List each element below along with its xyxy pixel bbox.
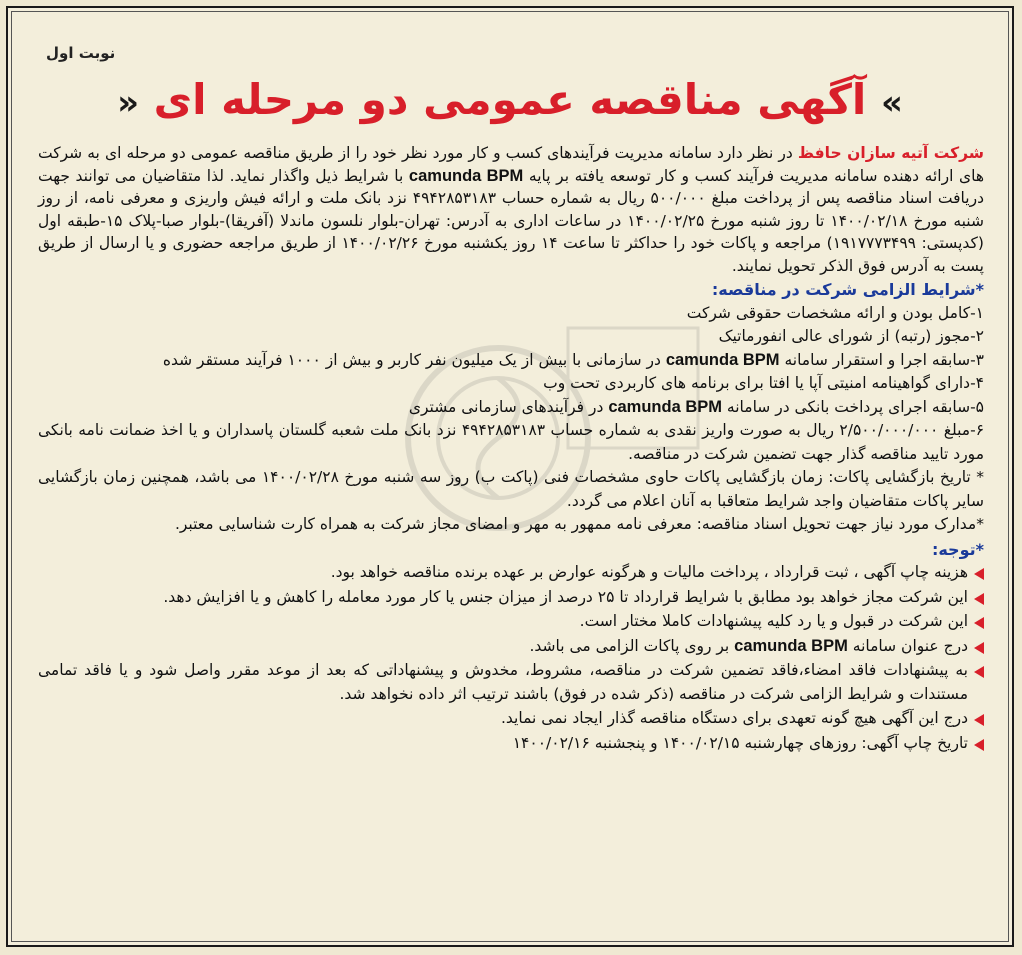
- note-item: [38, 561, 984, 585]
- note-text: درج این آگهی هیچ گونه تعهدی برای دستگاه مناقصه گذار ایجاد نمی نماید.: [500, 709, 968, 727]
- triangle-bullet-icon: [974, 568, 984, 580]
- note-text-post: بر روی پاکات الزامی می باشد.: [529, 636, 735, 655]
- notice-frame: [6, 6, 1014, 947]
- note-text: درج عنوان سامانه: [847, 636, 968, 655]
- note-text: این شرکت در قبول و یا رد کلیه پیشنهادات کاملا مختار است.: [579, 612, 968, 630]
- note-item: [38, 707, 984, 731]
- triangle-bullet-icon: [974, 642, 984, 654]
- triangle-bullet-icon: [974, 739, 984, 751]
- condition-product: camunda BPM: [608, 397, 722, 416]
- opening-date: * تاریخ بازگشایی پاکات: زمان بازگشایی پاکات حاوی مشخصات فنی (پاکت ب) روز سه شنبه مورخ ۱۴۰۰/۰۲/۲۸ می باشد، همچنین زمان بازگشایی سایر پاکات متقاضیان واجد شرایط متعاقبا به آنان اعلام می گردد.: [38, 468, 985, 510]
- company-name: شرکت آتیه سازان حافظ: [797, 144, 984, 162]
- condition-product: camunda BPM: [665, 350, 780, 369]
- intro-text-1: در نظر دارد سامانه مدیریت فرآیندهای کسب و کار مورد نظر خود را از طریق مناقصه عمومی دو مرحله ای به شرکت های ارائه دهنده سامانه مدیریت فرآیند کسب و کار توسعه یافته بر پایه: [38, 144, 985, 185]
- condition-text: ۱-کامل بودن و ارائه مشخصات حقوقی شرکت: [686, 303, 984, 322]
- intro-paragraph: [38, 142, 984, 277]
- title-quote-open: «: [117, 83, 140, 123]
- note-item: [38, 732, 984, 756]
- condition-item: [38, 396, 984, 420]
- round-label: نوبت اول: [46, 44, 116, 62]
- intro-text-2: با شرایط ذیل واگذار نماید. لذا متقاضیان می توانند جهت دریافت اسناد مناقصه پس از پرداخت مبلغ ۵۰۰/۰۰۰ ریال به شماره حساب ۴۹۴۲۸۵۳۱۸۳ نزد بانک ملت و ارائه فیش واریزی و معرفی نامه، از روز شنبه مورخ ۱۴۰۰/۰۲/۱۸ تا روز شنبه مورخ ۱۴۰۰/۰۲/۲۵ در ساعات اداری به آدرس: تهران-بلوار نلسون ماندلا (آفریقا)-بلوار صبا-پلاک ۱۵-طبقه اول (کدپستی: ۱۹۱۷۷۷۳۴۹۹) مراجعه و پاکات خود را حداکثر تا ساعت ۱۴ روز یکشنبه مورخ ۱۴۰۰/۰۲/۲۶ از طریق مراجعه حضوری و یا ارسال از طریق پست به آدرس فوق الذکر تحویل نمایند.: [38, 166, 984, 275]
- note-product: camunda BPM: [734, 636, 848, 655]
- notice-body: [38, 142, 984, 756]
- page-title: [18, 72, 1002, 131]
- note-text: به پیشنهادات فاقد امضاء،فاقد تضمین شرکت در مناقصه، مشروط، مخدوش و پیشنهاداتی که بعد از موعد مقرر واصل شود و یا فاقد تمامی مستندات و شرایط الزامی شرکت در مناقصه (ذکر شده در فوق) باشند ترتیب اثر داده نخواهد شد.: [38, 661, 968, 703]
- conditions-heading: *شرایط الزامی شرکت در مناقصه:: [711, 280, 984, 299]
- note-item: [38, 586, 984, 610]
- condition-item: [38, 372, 984, 396]
- title-text: آگهی مناقصه عمومی دو مرحله ای: [153, 75, 867, 124]
- title-quote-close: »: [880, 83, 903, 123]
- condition-text: ۳-سابقه اجرا و استقرار سامانه: [779, 350, 984, 369]
- note-text: این شرکت مجاز خواهد بود مطابق با شرایط قرارداد تا ۲۵ درصد از میزان جنس یا کار مورد معامله را کاهش و یا افزایش دهد.: [163, 587, 968, 606]
- triangle-bullet-icon: [974, 617, 984, 629]
- triangle-bullet-icon: [974, 666, 984, 678]
- condition-text-post: در فرآیندهای سازمانی مشتری: [408, 397, 609, 416]
- triangle-bullet-icon: [974, 714, 984, 726]
- note-item: [38, 659, 984, 706]
- condition-text: ۴-دارای گواهینامه امنیتی آپا یا افتا برای برنامه های کاربردی تحت وب: [543, 374, 984, 392]
- condition-item: [38, 325, 984, 349]
- condition-text: ۶-مبلغ ۲/۵۰۰/۰۰۰/۰۰۰ ریال به صورت واریز نقدی به شماره حساب ۴۹۴۲۸۵۳۱۸۳ نزد بانک ملت شعبه گلستان پاسداران و یا اخذ ضمانت نامه بانکی مورد تایید مناقصه گذار جهت تضمین شرکت در مناقصه.: [38, 421, 985, 463]
- condition-item: [38, 349, 984, 373]
- intro-product: camunda BPM: [408, 166, 524, 185]
- condition-item: [38, 419, 984, 466]
- note-item: [38, 610, 984, 634]
- note-item: [38, 635, 984, 659]
- condition-text: ۵-سابقه اجرای پرداخت بانکی در سامانه: [722, 397, 984, 416]
- conditions-list: [38, 302, 984, 467]
- note-text: هزینه چاپ آگهی ، ثبت قرارداد ، پرداخت مالیات و هرگونه عوارض بر عهده برنده مناقصه خواهد بود.: [330, 563, 968, 581]
- notes-heading: *توجه:: [931, 539, 984, 559]
- triangle-bullet-icon: [974, 593, 984, 605]
- condition-text: ۲-مجوز (رتبه) از شورای عالی انفورماتیک: [718, 327, 984, 345]
- condition-text-post: در سازمانی با بیش از یک میلیون نفر کاربر و بیش از ۱۰۰۰ فرآیند مستقر شده: [162, 350, 666, 369]
- note-text: تاریخ چاپ آگهی: روزهای چهارشنبه ۱۴۰۰/۰۲/۱۵ و پنجشنبه ۱۴۰۰/۰۲/۱۶: [512, 733, 968, 752]
- notes-list: [38, 561, 984, 755]
- required-documents: *مدارک مورد نیاز جهت تحویل اسناد مناقصه: معرفی نامه ممهور به مهر و امضای مجاز شرکت به همراه کارت شناسایی معتبر.: [174, 515, 984, 533]
- condition-item: [38, 302, 984, 326]
